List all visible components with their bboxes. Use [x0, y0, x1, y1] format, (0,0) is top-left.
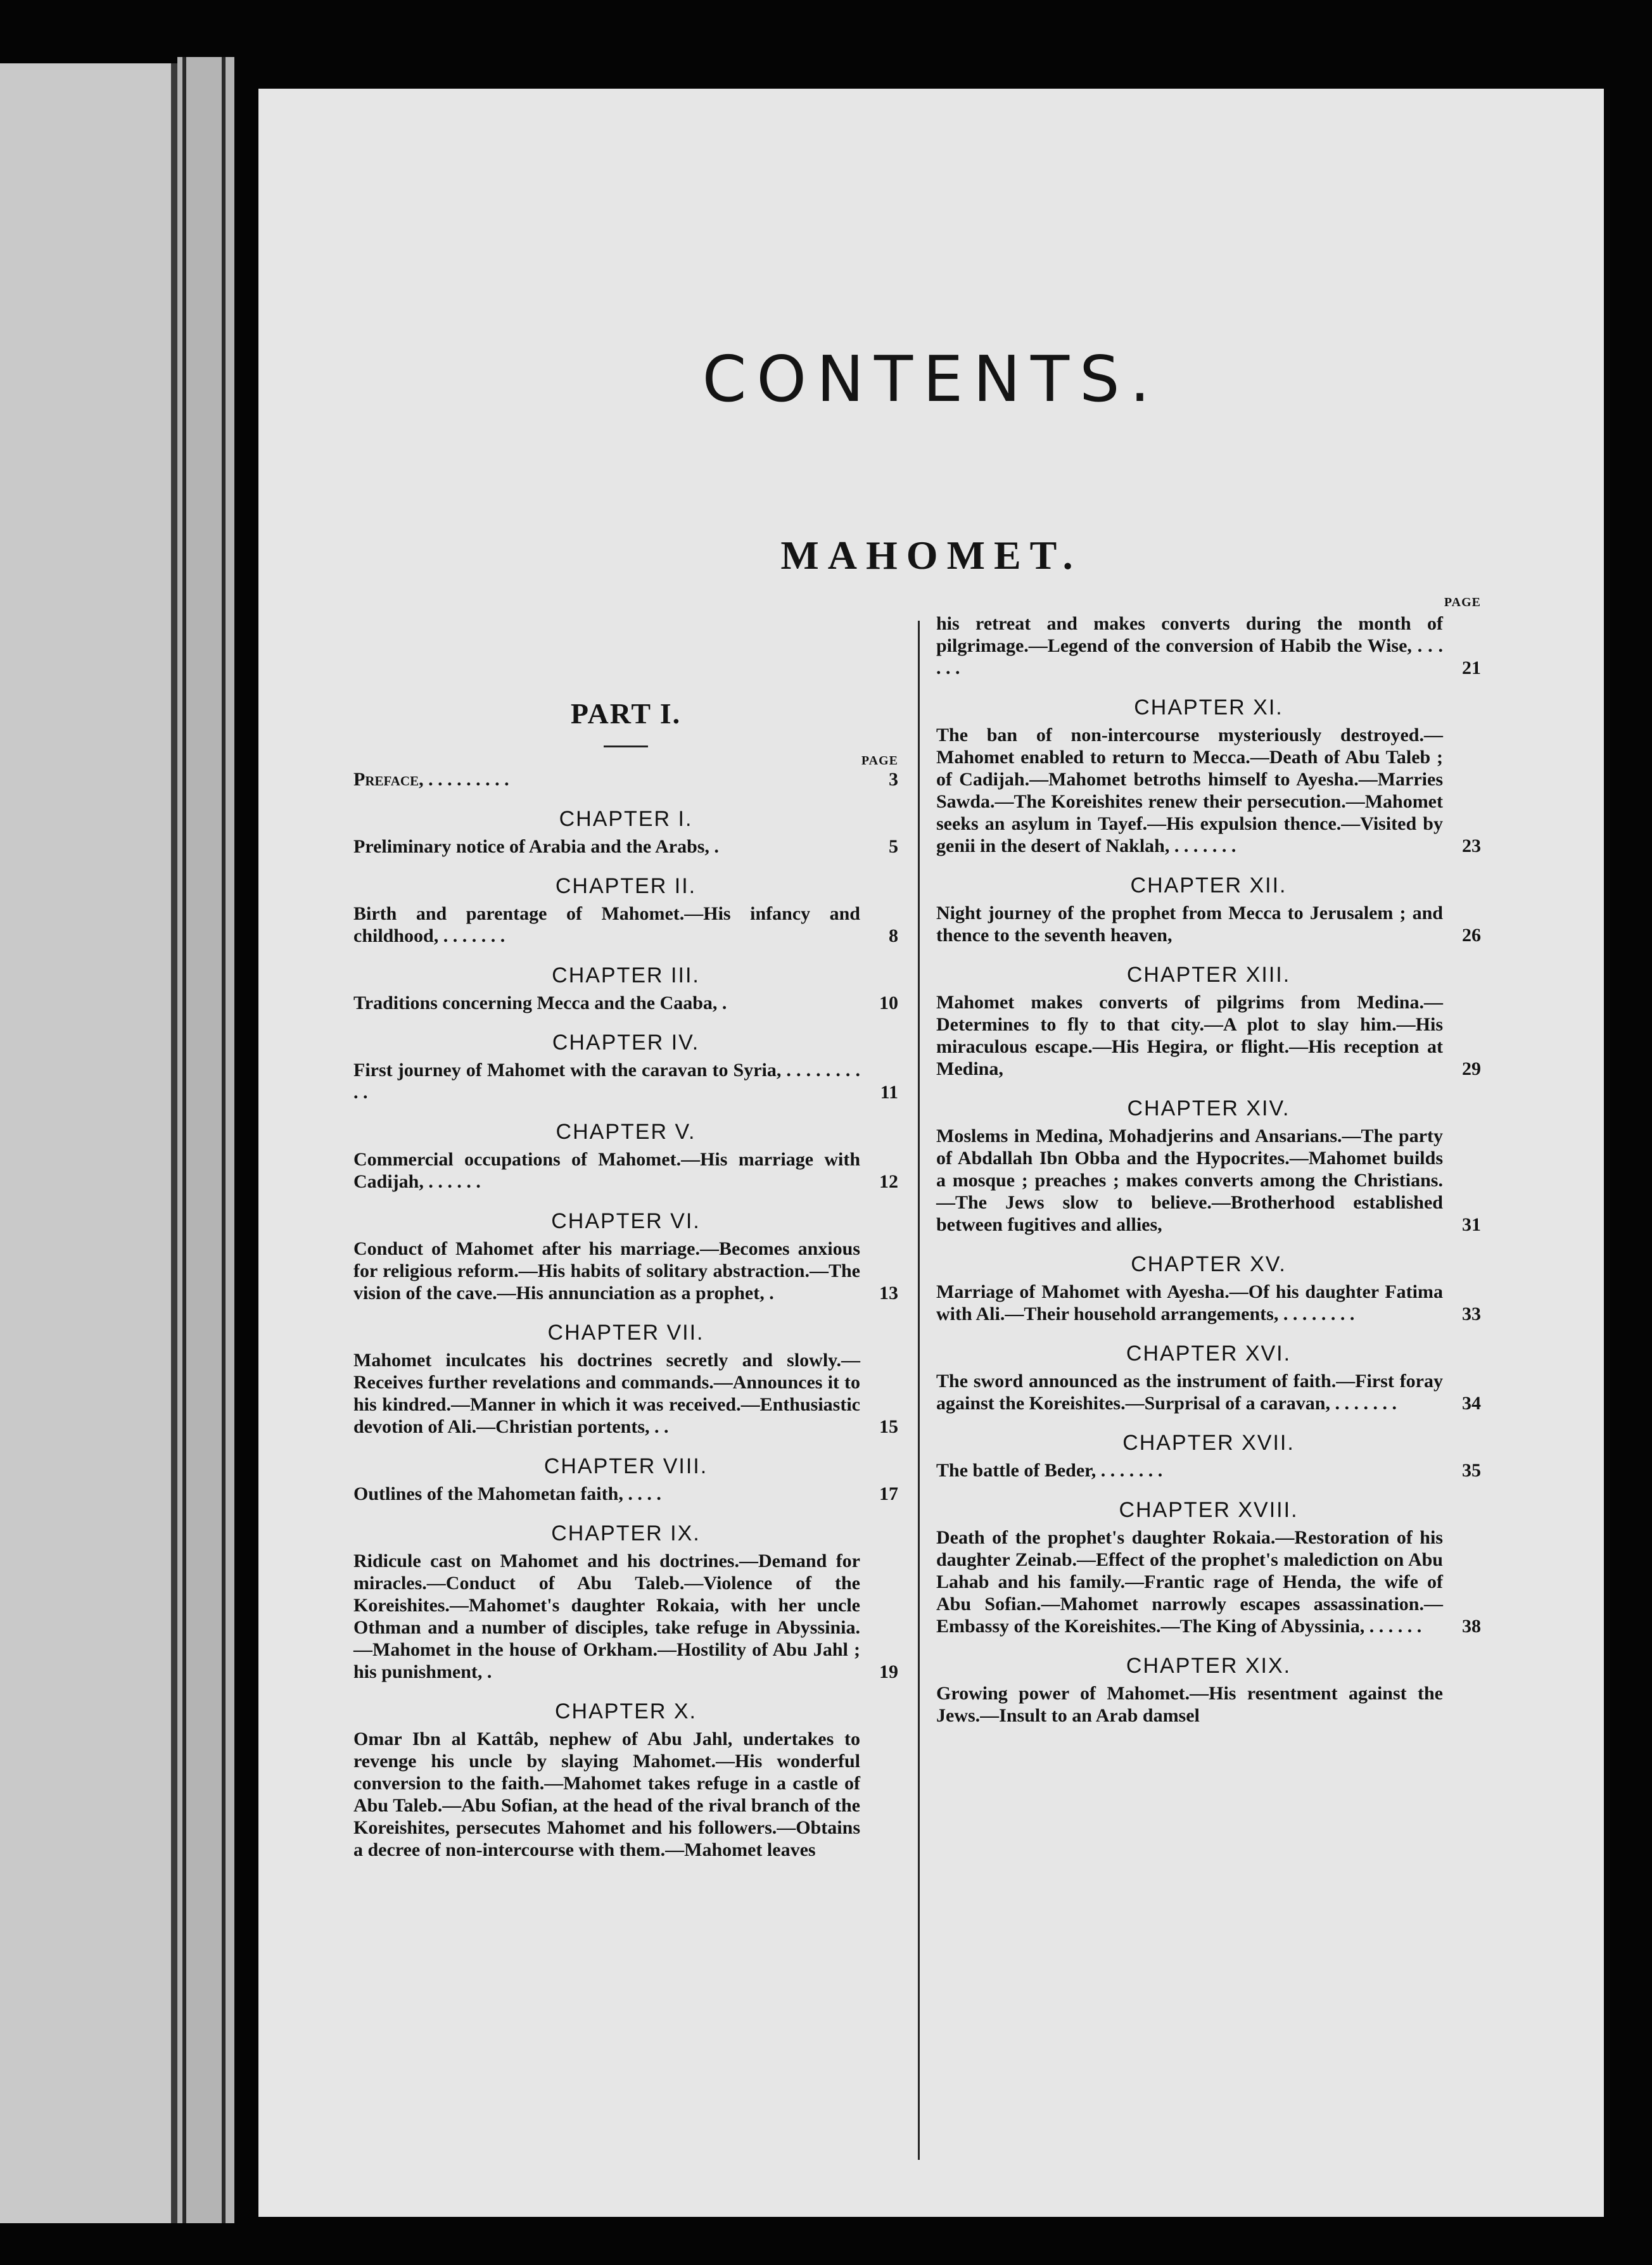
- chapter-entry[interactable]: [353, 903, 898, 947]
- contents-page: [258, 89, 1604, 2217]
- chapter-heading: CHAPTER IX.: [551, 1521, 701, 1545]
- left-chapter-list: [353, 807, 898, 1861]
- chapter-entry[interactable]: [353, 992, 898, 1014]
- contents-heading: CONTENTS.: [702, 342, 1160, 416]
- chapter-page-number: 23: [1462, 835, 1481, 856]
- chapter-page-number: 34: [1462, 1393, 1481, 1414]
- page-column-label: PAGE: [1444, 595, 1481, 609]
- chapter-page-number: 31: [1462, 1214, 1481, 1235]
- facing-page-edge: [0, 63, 177, 2223]
- chapter-entry[interactable]: [936, 1682, 1481, 1727]
- right-chapter-list: [936, 695, 1481, 1727]
- chapter-entry[interactable]: [353, 1148, 898, 1193]
- chapter-summary: Birth and parentage of Mahomet.—His infancy and childhood, . . . . . . .: [353, 903, 860, 946]
- chapter-page-number: 17: [879, 1483, 898, 1504]
- chapter-summary: Ridicule cast on Mahomet and his doctrines.—Demand for miracles.—Conduct of Abu Taleb.—Violence of the Koreishites.—Mahomet's daughter Rokaia, with her uncle Othman and a number of disciples, take refuge in Abyssinia.—Mahomet in the house of Orkham.—Hostility of Abu Jahl ; his punishment, .: [353, 1551, 860, 1682]
- column-divider: [918, 621, 920, 2160]
- chapter-entry[interactable]: [353, 1059, 898, 1103]
- part-title: PART I.: [570, 697, 682, 730]
- chapter-page-number: 15: [879, 1416, 898, 1437]
- book-title: MAHOMET.: [780, 533, 1082, 578]
- chapter-heading: CHAPTER XVIII.: [1119, 1498, 1299, 1522]
- chapter-summary: Preliminary notice of Arabia and the Arabs, .: [353, 836, 719, 857]
- chapter-x-continuation[interactable]: [936, 612, 1481, 679]
- chapter-page-number: 10: [879, 993, 898, 1013]
- left-column: [353, 595, 898, 1861]
- chapter-page-number: 38: [1462, 1616, 1481, 1637]
- chapter-heading: CHAPTER XI.: [1134, 695, 1283, 720]
- chapter-page-number: 12: [879, 1171, 898, 1192]
- chapter-entry[interactable]: [936, 1125, 1481, 1236]
- chapter-page-number: 33: [1462, 1304, 1481, 1324]
- chapter-entry[interactable]: [936, 724, 1481, 857]
- page-column-label: PAGE: [861, 754, 898, 768]
- chapter-entry[interactable]: [936, 1459, 1481, 1481]
- chapter-heading: CHAPTER I.: [559, 807, 693, 831]
- chapter-summary: Death of the prophet's daughter Rokaia.—Restoration of his daughter Zeinab.—Effect of the prophet's malediction on Abu Lahab and his family.—Frantic rage of Henda, the wife of Abu Sofian.—Mahomet narrowly escapes assassination.—Embassy of the Koreishites.—The King of Abyssinia, . . . . . .: [936, 1527, 1443, 1637]
- part-rule: [604, 745, 648, 747]
- preface-text: Preface, . . . . . . . . .: [353, 769, 509, 790]
- chapter-entry[interactable]: [353, 1238, 898, 1304]
- chapter-heading: CHAPTER II.: [555, 874, 697, 898]
- chapter-heading: CHAPTER XVII.: [1122, 1431, 1295, 1455]
- chapter-summary: First journey of Mahomet with the caravan to Syria, . . . . . . . . . .: [353, 1060, 860, 1103]
- chapter-entry[interactable]: [353, 1728, 898, 1861]
- chapter-summary: The ban of non-intercourse mysteriously destroyed.—Mahomet enabled to return to Mecca.—Death of Abu Taleb ; of Cadijah.—Mahomet betroths himself to Ayesha.—Marries Sawda.—The Koreishites renew their persecution.—Mahomet seeks an asylum in Tayef.—His expulsion thence.—Visited by genii in the desert of Naklah, . . . . . . .: [936, 725, 1443, 856]
- chapter-heading: CHAPTER VIII.: [543, 1454, 708, 1478]
- chapter-summary: Marriage of Mahomet with Ayesha.—Of his daughter Fatima with Ali.—Their household arrangements, . . . . . . . .: [936, 1281, 1443, 1324]
- chapter-page-number: 19: [879, 1661, 898, 1682]
- chapter-heading: CHAPTER XV.: [1131, 1252, 1287, 1276]
- chapter-heading: CHAPTER V.: [556, 1120, 696, 1144]
- chapter-heading: CHAPTER XVI.: [1126, 1342, 1292, 1366]
- chapter-heading: CHAPTER VII.: [547, 1321, 704, 1345]
- chapter-summary: Outlines of the Mahometan faith, . . . .: [353, 1483, 661, 1504]
- chapter-entry[interactable]: [353, 835, 898, 858]
- chapter-summary: Conduct of Mahomet after his marriage.—Becomes anxious for religious reform.—His habits of solitary abstraction.—The vision of the cave.—His annunciation as a prophet, .: [353, 1238, 860, 1304]
- chapter-summary: Traditions concerning Mecca and the Caaba, .: [353, 993, 727, 1013]
- chapter-page-number: 5: [889, 836, 898, 857]
- chapter-entry[interactable]: [936, 991, 1481, 1080]
- chapter-summary: Mahomet makes converts of pilgrims from Medina.—Determines to fly to that city.—A plot to slay him.—His miraculous escape.—His Hegira, or flight.—His reception at Medina,: [936, 992, 1443, 1079]
- chapter-heading: CHAPTER XII.: [1130, 873, 1287, 898]
- chapter-summary: Night journey of the prophet from Mecca to Jerusalem ; and thence to the seventh heaven,: [936, 903, 1443, 946]
- continuation-page: 21: [1462, 657, 1481, 678]
- chapter-heading: CHAPTER XIV.: [1127, 1096, 1290, 1120]
- chapter-heading: CHAPTER IV.: [552, 1031, 700, 1055]
- right-column: [936, 595, 1481, 1727]
- chapter-entry[interactable]: [936, 1370, 1481, 1414]
- chapter-summary: The sword announced as the instrument of faith.—First foray against the Koreishites.—Surprisal of a caravan, . . . . . . .: [936, 1371, 1443, 1414]
- chapter-summary: Commercial occupations of Mahomet.—His marriage with Cadijah, . . . . . .: [353, 1149, 860, 1192]
- chapter-heading: CHAPTER VI.: [551, 1209, 701, 1233]
- chapter-summary: Growing power of Mahomet.—His resentment against the Jews.—Insult to an Arab damsel: [936, 1683, 1443, 1726]
- chapter-page-number: 29: [1462, 1058, 1481, 1079]
- chapter-page-number: 8: [889, 925, 898, 946]
- preface-entry[interactable]: [353, 768, 898, 790]
- chapter-heading: CHAPTER X.: [554, 1699, 697, 1723]
- chapter-page-number: 13: [879, 1283, 898, 1304]
- chapter-entry[interactable]: [353, 1349, 898, 1438]
- chapter-heading: CHAPTER III.: [552, 963, 700, 987]
- chapter-summary: Moslems in Medina, Mohadjerins and Ansarians.—The party of Abdallah Ibn Obba and the Hypocrites.—Mahomet builds a mosque ; preaches ; makes converts among the Christians.—The Jews slow to believe.—Brotherhood established between fugitives and allies,: [936, 1126, 1443, 1235]
- book-gutter: [177, 57, 234, 2223]
- chapter-summary: Mahomet inculcates his doctrines secretly and slowly.—Receives further revelations and commands.—Announces it to his kindred.—Manner in which it was received.—Enthusiastic devotion of Ali.—Christian portents, . .: [353, 1350, 860, 1437]
- chapter-summary: The battle of Beder, . . . . . . .: [936, 1460, 1163, 1481]
- chapter-entry[interactable]: [936, 902, 1481, 946]
- chapter-page-number: 11: [880, 1082, 898, 1103]
- chapter-entry[interactable]: [936, 1281, 1481, 1325]
- chapter-page-number: 35: [1462, 1460, 1481, 1481]
- preface-page: 3: [889, 769, 898, 790]
- chapter-entry[interactable]: [936, 1526, 1481, 1637]
- chapter-entry[interactable]: [353, 1550, 898, 1683]
- chapter-heading: CHAPTER XIII.: [1126, 963, 1291, 987]
- chapter-entry[interactable]: [353, 1483, 898, 1505]
- chapter-summary: Omar Ibn al Kattâb, nephew of Abu Jahl, undertakes to revenge his uncle by slaying Mahomet.—His wonderful conversion to the faith.—Mahomet takes refuge in a castle of Abu Taleb.—Abu Sofian, at the head of the rival branch of the Koreishites, persecutes Mahomet and his followers.—Obtains a decree of non-intercourse with them.—Mahomet leaves: [353, 1729, 860, 1860]
- continuation-text: his retreat and makes converts during the month of pilgrimage.—Legend of the conversion of Habib the Wise, . . . . . .: [936, 613, 1443, 678]
- chapter-heading: CHAPTER XIX.: [1126, 1654, 1292, 1678]
- chapter-page-number: 26: [1462, 925, 1481, 946]
